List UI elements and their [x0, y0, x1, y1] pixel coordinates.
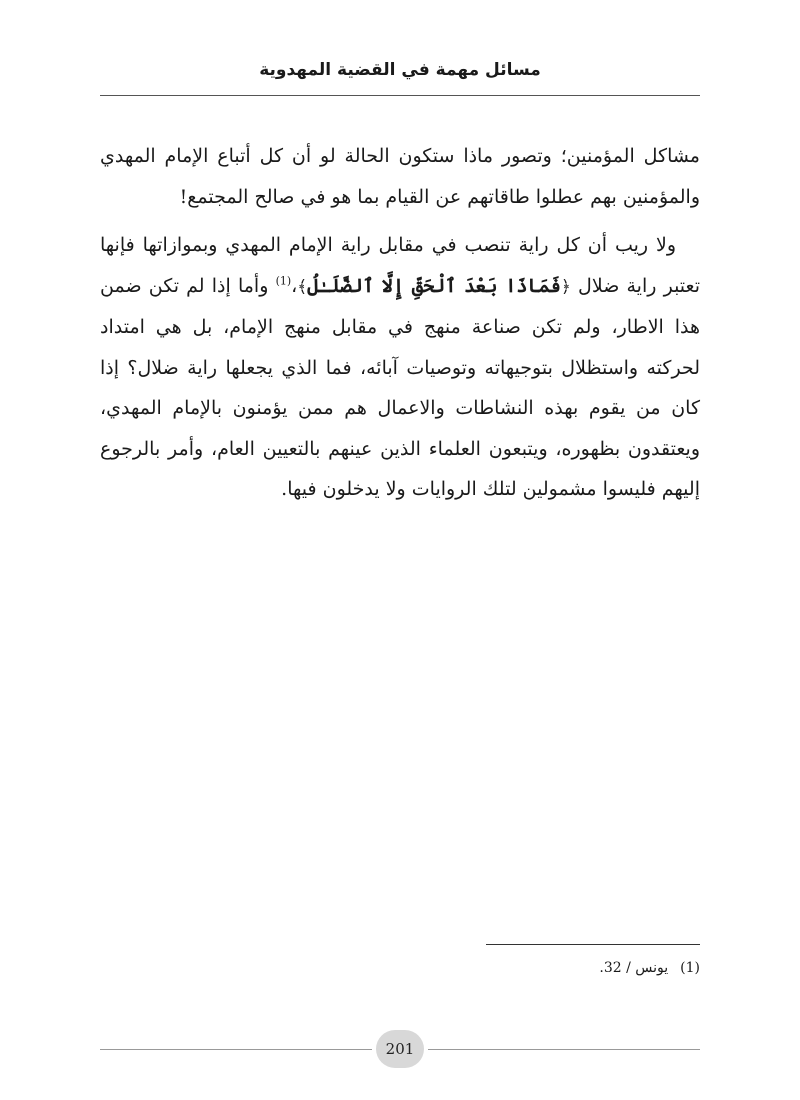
header-rule	[100, 95, 700, 96]
footer-rule-left	[100, 1049, 372, 1050]
quran-quote: فَمَاذَا بَعْدَ ٱلْحَقِّ إِلَّا ٱلضَّلَـٰلُ	[307, 274, 561, 297]
footer-rule-right	[428, 1049, 700, 1050]
paragraph-2-intro: ولا ريب أن كل راية تنصب في مقابل راية الإمام المهدي وبموازاتها فإنها تعتبر راية ضلال	[100, 234, 700, 297]
paragraph-1: مشاكل المؤمنين؛ وتصور ماذا ستكون الحالة لو أن كل أتباع الإمام المهدي والمؤمنين بهم عطلوا طاقاتهم عن القيام بما هو في صالح المجتمع!	[100, 145, 700, 208]
footnote-number: (1)	[680, 960, 700, 976]
paragraph-2	[100, 225, 700, 510]
footnote-reference[interactable]: (1)	[275, 274, 292, 288]
running-header: مسائل مهمة في القضية المهدوية	[259, 60, 541, 80]
footnote	[100, 960, 700, 976]
page-number: 201	[376, 1030, 424, 1068]
quote-open-bracket: ﴿	[560, 276, 571, 297]
paragraph-2-continuation: وأما إذا لم تكن ضمن هذا الاطار، ولم تكن صناعة منهج في مقابل منهج الإمام، بل هي امتداد لحركته واستظلال بتوجيهاته وتوصيات آبائه، فما الذي يجعلها راية ضلال؟ إذا كان من يقوم بهذه النشاطات والاعمال هم ممن يؤمنون بالإمام المهدي، ويعتقدون بظهوره، ويتبعون العلماء الذين عينهم بالتعيين العام، وأمر بالرجوع إليهم فليسوا مشمولين لتلك الروايات ولا يدخلون فيها.	[100, 274, 700, 500]
quote-punctuation: ،	[291, 274, 298, 297]
footnote-text: يونس / 32.	[599, 960, 669, 976]
footnote-rule	[486, 944, 700, 945]
quote-close-bracket: ﴾	[297, 276, 308, 297]
body-text	[100, 136, 700, 518]
